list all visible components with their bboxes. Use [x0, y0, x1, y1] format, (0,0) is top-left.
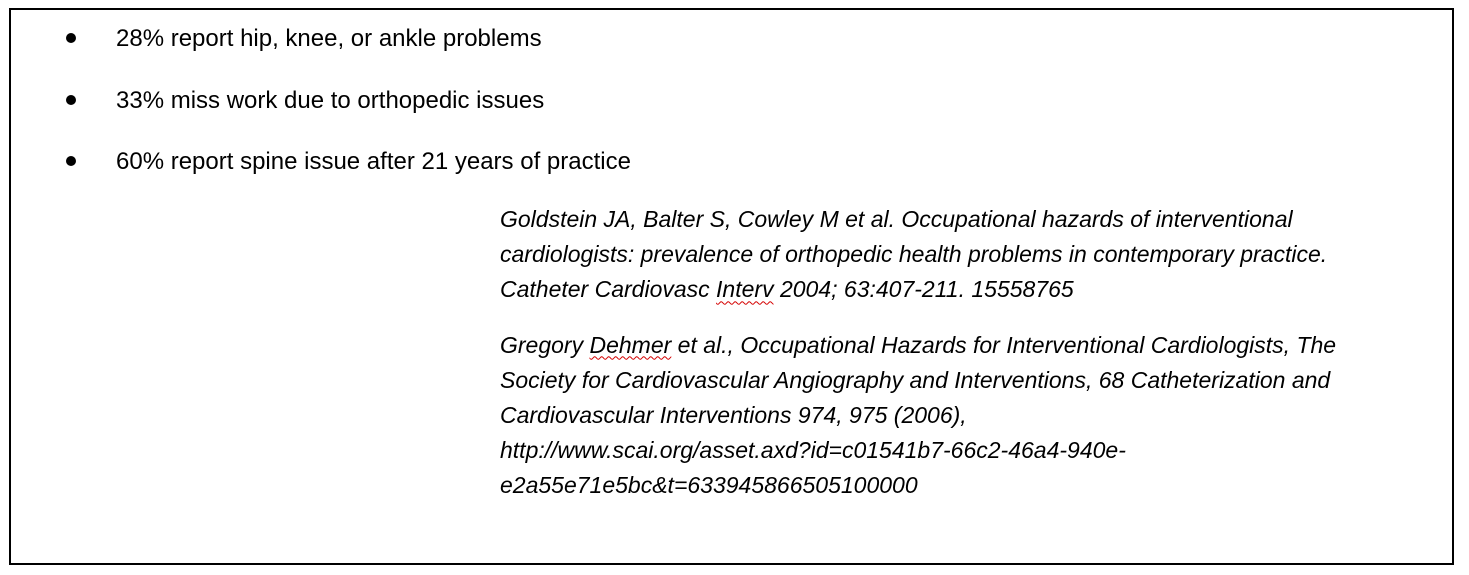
citation-url-line: e2a55e71e5bc&t=633945866505100000	[500, 472, 918, 499]
citation-line	[500, 328, 1420, 363]
citation-line: Goldstein JA, Balter S, Cowley M et al. Occupational hazards of interventional	[500, 206, 1293, 232]
spellcheck-flagged-word[interactable]: Dehmer	[589, 331, 672, 358]
bullet-dot-icon	[66, 156, 76, 166]
bullet-dot-icon	[66, 33, 76, 43]
bullet-item	[62, 84, 631, 146]
bullet-text: 28% report hip, knee, or ankle problems	[116, 25, 542, 52]
citation-url-line: http://www.scai.org/asset.axd?id=c01541b7-66c2-46a4-940e-	[500, 437, 1126, 464]
bullet-item	[62, 145, 631, 207]
citation-dehmer	[500, 328, 1420, 504]
spellcheck-flagged-word[interactable]: Interv	[716, 276, 774, 303]
citation-line	[500, 272, 1420, 307]
citation-line: cardiologists: prevalence of orthopedic health problems in contemporary practice.	[500, 241, 1328, 268]
citation-text: Gregory	[500, 331, 590, 358]
bullet-text: 33% miss work due to orthopedic issues	[116, 86, 545, 114]
bullet-item	[62, 22, 631, 84]
citation-text: 2004; 63:407-211. 15558765	[773, 276, 1074, 303]
citation-line: Society for Cardiovascular Angiography and Interventions, 68 Catheterization and	[500, 366, 1331, 393]
citation-line: Cardiovascular Interventions 974, 975 (2006),	[500, 402, 967, 429]
citation-goldstein	[500, 202, 1420, 308]
bullet-text: 60% report spine issue after 21 years of practice	[116, 148, 631, 175]
citations-block	[500, 202, 1420, 524]
bullet-dot-icon	[66, 95, 76, 105]
citation-text: Catheter Cardiovasc	[500, 276, 717, 303]
bullet-list	[62, 22, 631, 207]
citation-text: et al., Occupational Hazards for Interventional Cardiologists, The	[671, 331, 1337, 358]
